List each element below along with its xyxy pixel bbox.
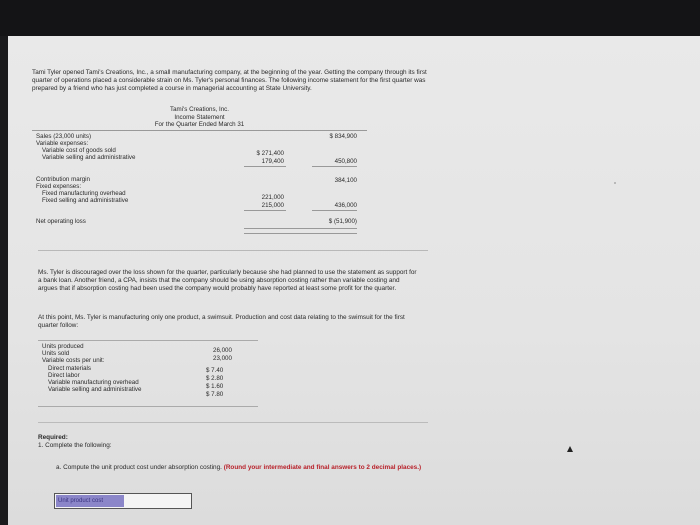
document-page [8, 36, 700, 525]
unit-product-cost-input[interactable] [54, 493, 192, 509]
row-fsa-value: 215,000 [261, 202, 284, 209]
intro-paragraph: Tami Tyler opened Tami's Creations, Inc., a small manufacturing company, at the beginning of the year. Getting the company through its first quarter of operations placed a considerable strain on Ms. Tyler's personal finances. The following income statement for the first quarter was prepared by a friend who has just completed a course in managerial accounting at State University. [32, 69, 427, 92]
required-heading: Required: [38, 434, 68, 441]
item-a-rounding-note: (Round your intermediate and final answers to 2 decimal places.) [223, 464, 422, 471]
row-vsa-total: 450,800 [334, 158, 357, 165]
rule-4 [312, 210, 357, 211]
row-cm-label: Contribution margin [36, 176, 90, 183]
cost-data-table [38, 340, 258, 415]
cost-dl-value: $ 2.80 [206, 375, 224, 382]
cost-units-sold-value: 23,000 [213, 355, 232, 362]
cost-table-top-rule [38, 340, 258, 341]
statement-title: Income Statement [174, 113, 225, 121]
row-fmo-label: Fixed manufacturing overhead [42, 190, 126, 197]
cost-dm-value: $ 7.40 [206, 367, 224, 374]
row-nol-label: Net operating loss [36, 218, 86, 225]
cost-table-bottom-rule [38, 406, 258, 407]
cost-vmo-value: $ 1.60 [206, 383, 224, 390]
rule-5 [244, 228, 357, 229]
item-a-text: a. Compute the unit product cost under absorption costing. [56, 464, 222, 471]
section-divider [38, 250, 428, 251]
production-paragraph: At this point, Ms. Tyler is manufacturing only one product, a swimsuit. Production and cost data relating to the swimsuit for the first quarter follow: [38, 314, 405, 329]
required-item-a [56, 464, 436, 472]
cost-vmo-label: Variable manufacturing overhead [48, 379, 139, 386]
cost-units-produced-value: 26,000 [213, 347, 232, 354]
statement-company: Tami's Creations, Inc. [170, 106, 229, 113]
cost-vsa-label: Variable selling and administrative [48, 386, 142, 393]
rule-6 [244, 233, 357, 234]
cost-units-produced-label: Units produced [42, 343, 84, 350]
unit-product-cost-label: Unit product cost [56, 495, 124, 507]
row-nol-total: $ (51,900) [328, 218, 357, 225]
row-fixed-expenses-label: Fixed expenses: [36, 183, 82, 190]
mouse-cursor-icon [567, 446, 573, 452]
required-section [38, 434, 112, 450]
cost-units-sold-label: Units sold [42, 350, 70, 357]
row-fmo-value: 221,000 [261, 194, 284, 201]
rule-2 [312, 166, 357, 167]
cost-vsa-value: $ 7.80 [206, 391, 224, 398]
rule-1 [244, 166, 286, 167]
cost-dl-label: Direct labor [48, 372, 80, 379]
cost-dm-label: Direct materials [48, 365, 91, 372]
row-vsa-label: Variable selling and administrative [42, 154, 136, 161]
discussion-paragraph: Ms. Tyler is discouraged over the loss shown for the quarter, particularly because she had planned to use the statement as support for a bank loan. Another friend, a CPA, insists that the company should be using absorption costing rather than variable costing and argues that if absorption costing had been used the company would probably have reported at least some profit for the quarter. [38, 269, 417, 292]
rule-3 [244, 210, 286, 211]
statement-period: For the Quarter Ended March 31 [154, 121, 245, 129]
row-vcogs-label: Variable cost of goods sold [42, 147, 116, 154]
row-sales-total: $ 834,900 [329, 133, 357, 140]
row-vcogs-value: $ 271,400 [256, 150, 284, 157]
row-vsa-value: 179,400 [261, 158, 284, 165]
question-divider [38, 422, 428, 423]
row-fsa-label: Fixed selling and administrative [42, 197, 129, 204]
statement-rule [32, 130, 367, 131]
cost-variable-header: Variable costs per unit: [42, 357, 105, 364]
speck-mark [614, 182, 616, 184]
row-fsa-total: 436,000 [334, 202, 357, 209]
dark-background [0, 0, 700, 36]
row-sales-label: Sales (23,000 units) [36, 133, 92, 140]
required-item-1: 1. Complete the following: [38, 442, 112, 449]
row-variable-expenses-label: Variable expenses: [36, 140, 89, 147]
row-cm-total: 384,100 [334, 177, 357, 184]
